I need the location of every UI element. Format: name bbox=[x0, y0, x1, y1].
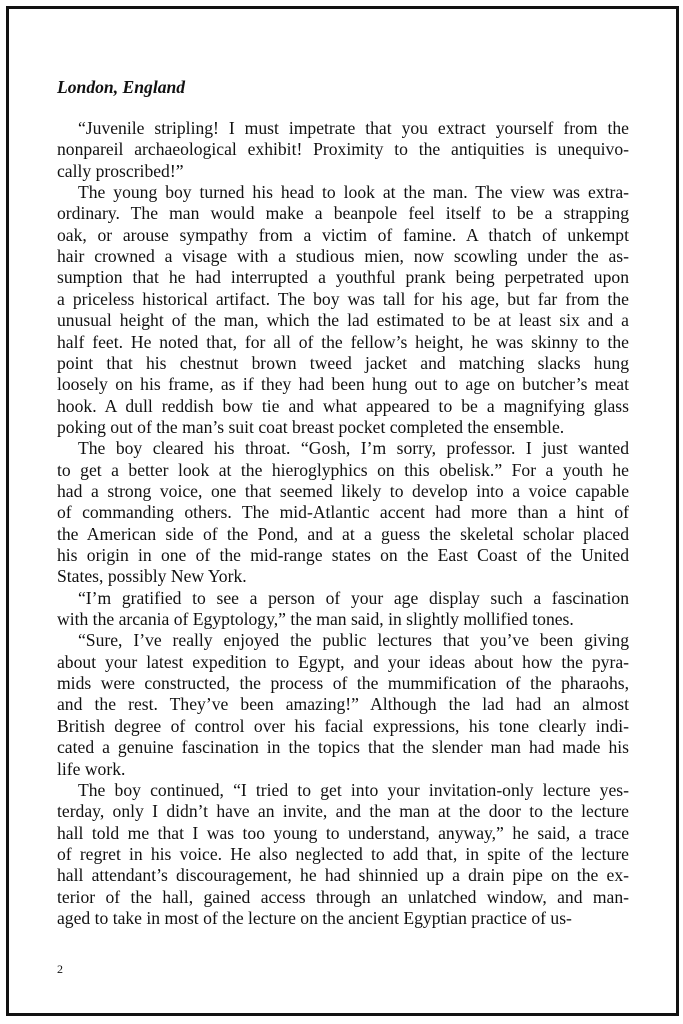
text-line: poking out of the man’s suit coat breast pocket completed the ensemble. bbox=[57, 416, 565, 437]
text-line: the American side of the Pond, and at a guess the skeletal scholar placed bbox=[57, 523, 629, 544]
text-line: “I’m gratified to see a person of your age display such a fascination bbox=[78, 587, 629, 608]
text-line: with the arcania of Egyptology,” the man said, in slightly mollified tones. bbox=[57, 609, 574, 630]
text-line: a priceless historical artifact. The boy was tall for his age, but far from the bbox=[57, 288, 629, 309]
text-line: point that his chestnut brown tweed jacket and matching slacks hung bbox=[57, 352, 629, 373]
text-line: and the rest. They’ve been amazing!” Although the lad had an almost bbox=[57, 694, 629, 715]
text-line: British degree of control over his facial expressions, his tone clearly indi- bbox=[57, 715, 629, 736]
text-line: “Juvenile stripling! I must impetrate that you extract yourself from the bbox=[78, 118, 629, 138]
text-line: terior of the hall, gained access through an unlatched window, and man- bbox=[57, 886, 629, 907]
text-line: sumption that he had interrupted a youthful prank being perpetrated upon bbox=[57, 267, 629, 288]
text-line: his origin in one of the mid-range states on the East Coast of the United bbox=[57, 545, 629, 565]
text-line: about your latest expedition to Egypt, and your ideas about how the pyra- bbox=[57, 651, 629, 672]
text-line: hair crowned a visage with a studious mien, now scowling under the as- bbox=[57, 246, 629, 267]
text-line: terday, only I didn’t have an invite, and the man at the door to the lecture bbox=[57, 801, 629, 822]
text-line: half feet. He noted that, for all of the fellow’s height, he was skinny to the bbox=[57, 331, 629, 352]
text-line: hook. A dull reddish bow tie and what appeared to be a magnifying glass bbox=[57, 395, 629, 416]
text-line: unusual height of the man, which the lad estimated to be at least six and a bbox=[57, 310, 629, 331]
text-line: had a strong voice, one that seemed likely to develop into a voice capable bbox=[57, 480, 629, 501]
text-line: The boy cleared his throat. “Gosh, I’m sorry, professor. I just wanted bbox=[78, 438, 629, 459]
text-line: States, possibly New York. bbox=[57, 566, 247, 587]
page-number: 2 bbox=[57, 962, 63, 976]
text-line: of regret in his voice. He also neglected to add that, in spite of the lecture bbox=[57, 843, 629, 864]
text-line: life work. bbox=[57, 758, 126, 779]
text-line: of commanding others. The mid-Atlantic accent had more than a hint of bbox=[57, 502, 629, 523]
section-heading: London, England bbox=[57, 77, 186, 97]
text-line: to get a better look at the hieroglyphics on this obelisk.” For a youth he bbox=[57, 459, 629, 480]
text-line: nonpareil archaeological exhibit! Proximity to the antiquities is unequivo- bbox=[57, 139, 629, 160]
text-line: The young boy turned his head to look at the man. The view was extra- bbox=[78, 182, 629, 203]
text-line: mids were constructed, the process of the mummification of the pharaohs, bbox=[57, 673, 629, 694]
text-line: aged to take in most of the lecture on the ancient Egyptian practice of us- bbox=[57, 907, 572, 928]
text-line: The boy continued, “I tried to get into your invitation-only lecture yes- bbox=[78, 779, 629, 800]
text-line: oak, or arouse sympathy from a victim of famine. A thatch of unkempt bbox=[57, 224, 629, 245]
text-line: loosely on his frame, as if they had been hung out to age on butcher’s meat bbox=[57, 374, 629, 395]
text-line: cated a genuine fascination in the topics that the slender man had made his bbox=[57, 737, 629, 758]
text-line: hall attendant’s discouragement, he had shinnied up a drain pipe on the ex- bbox=[57, 865, 629, 886]
text-line: hall told me that I was too young to understand, anyway,” he said, a trace bbox=[57, 822, 629, 843]
text-line: “Sure, I’ve really enjoyed the public lectures that you’ve been giving bbox=[78, 630, 629, 651]
text-line: cally proscribed!” bbox=[57, 160, 184, 181]
text-line: ordinary. The man would make a beanpole feel itself to be a strapping bbox=[57, 203, 629, 224]
